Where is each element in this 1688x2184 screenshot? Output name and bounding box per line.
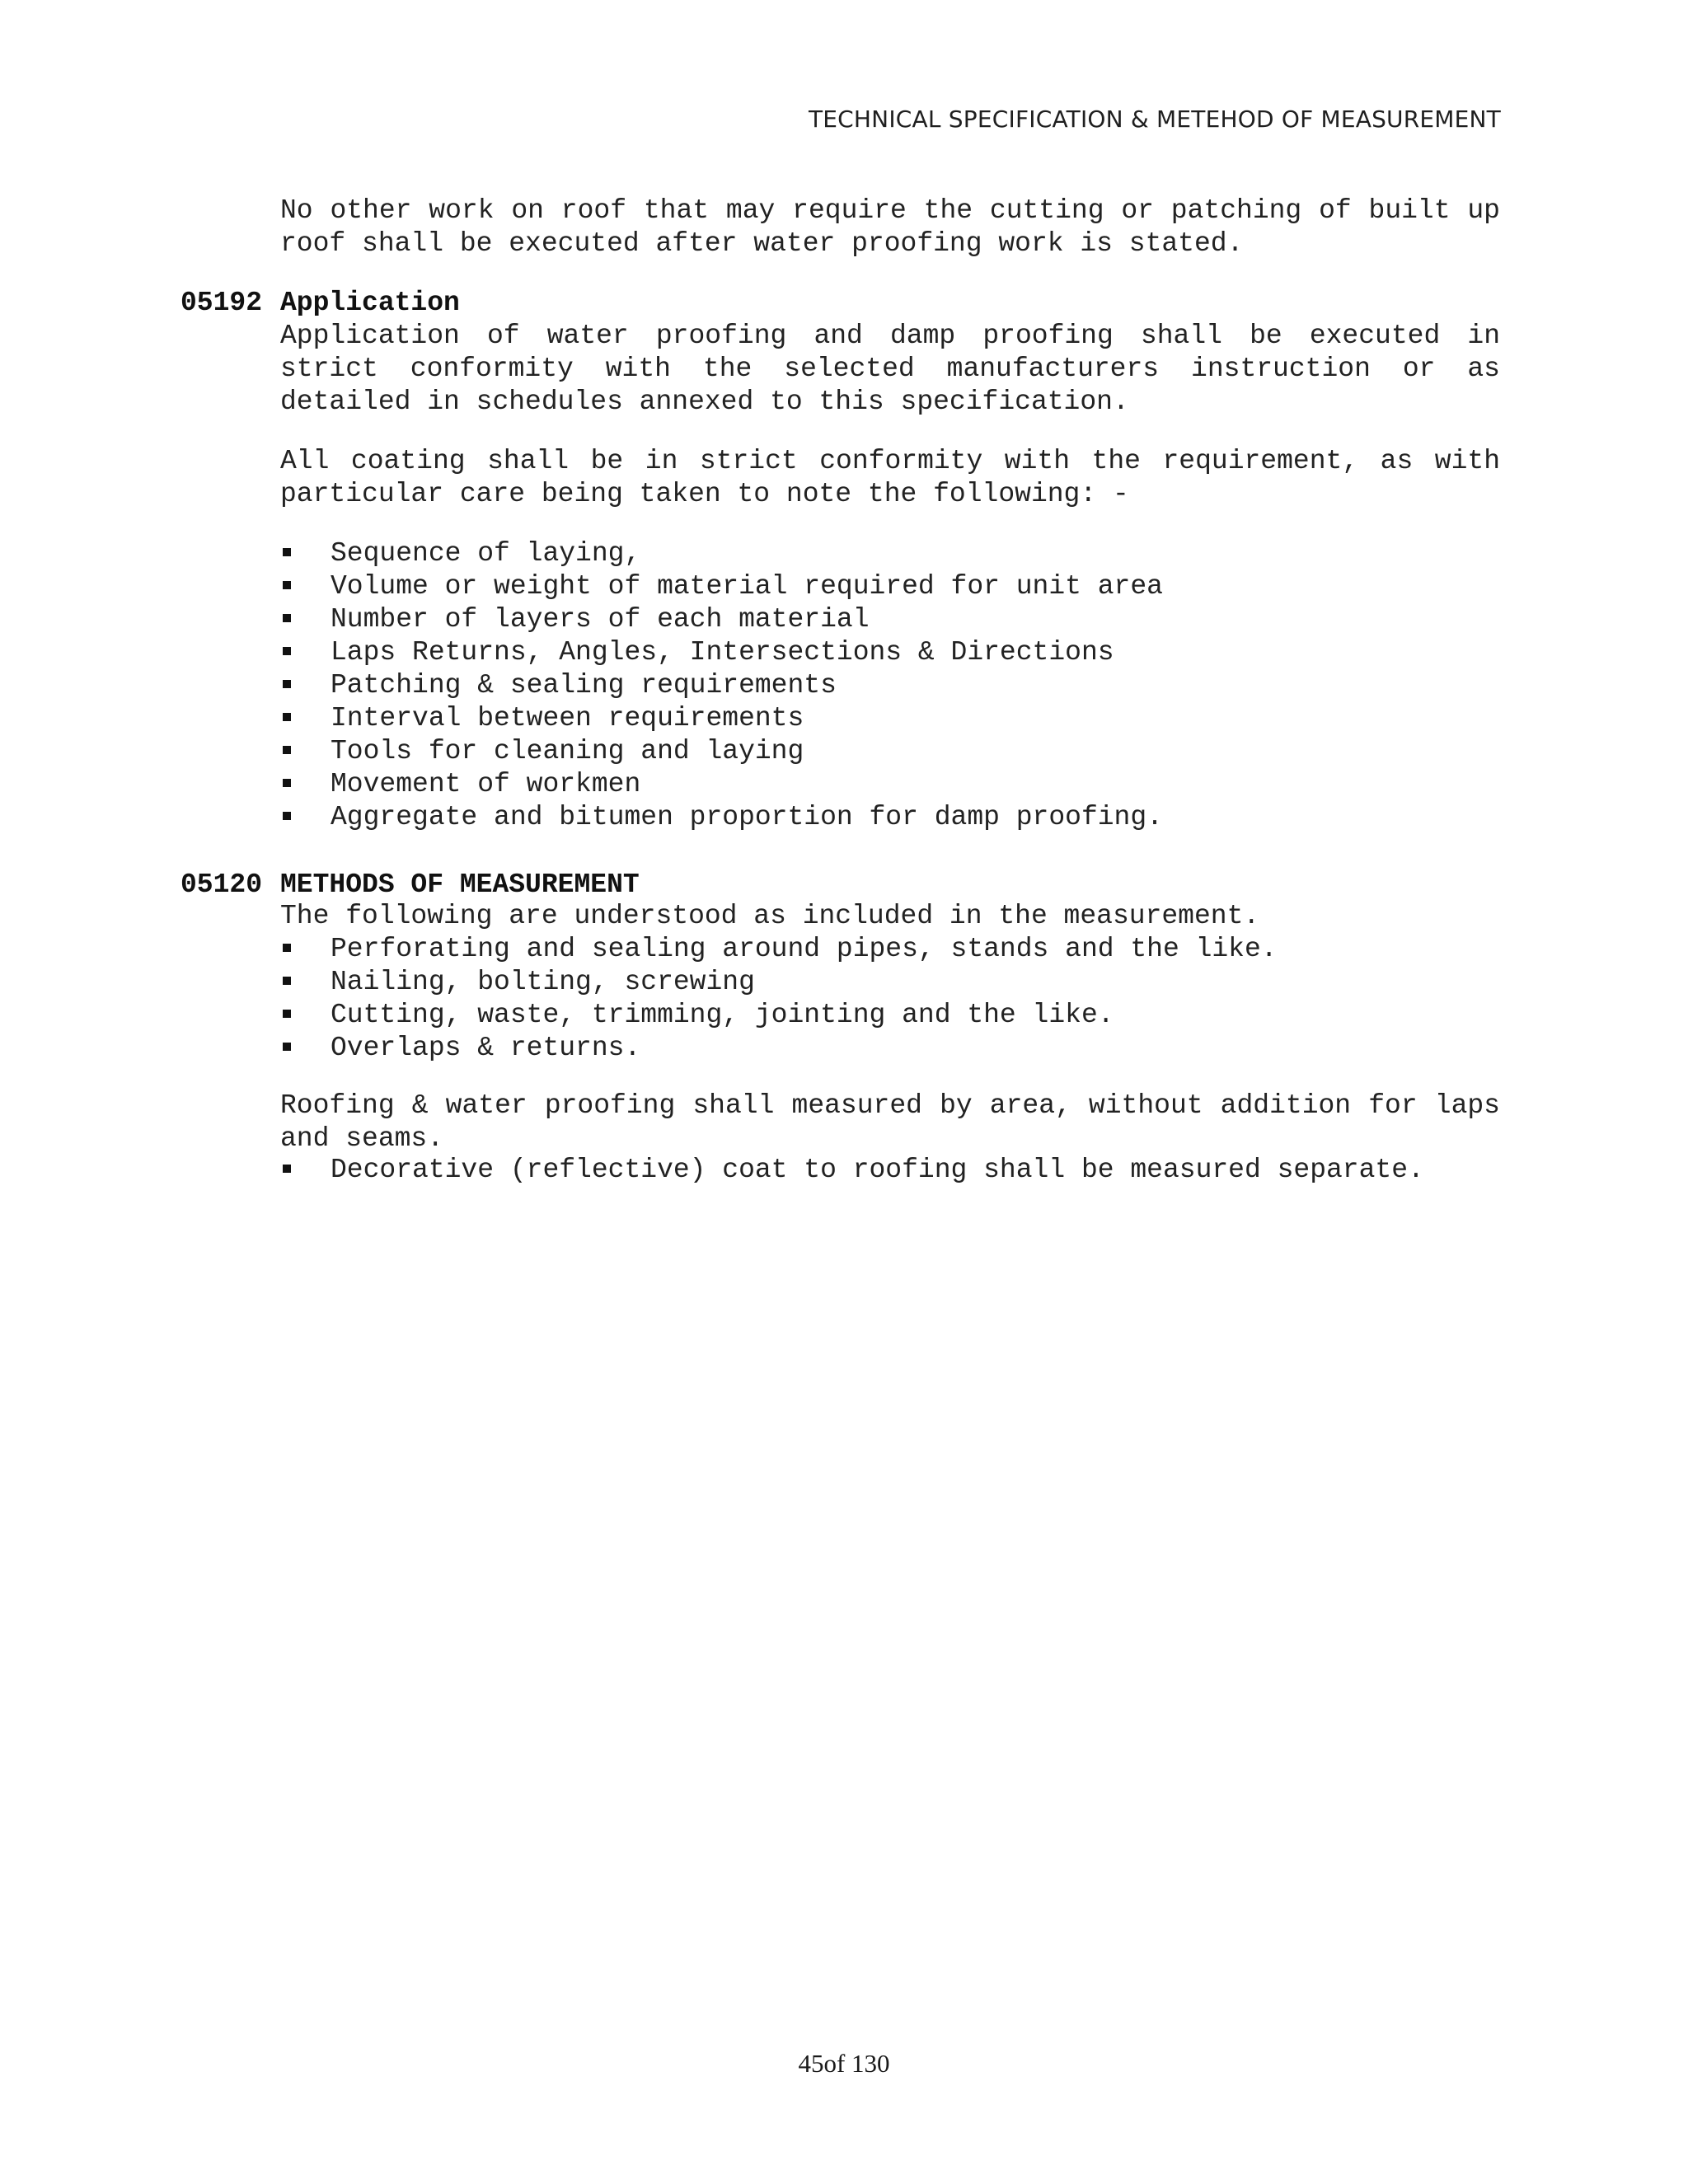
square-bullet-icon [283, 812, 291, 820]
square-bullet-icon [283, 977, 291, 985]
section-title: Application [280, 288, 460, 318]
square-bullet-icon [283, 779, 291, 787]
section-number: 05120 [181, 869, 263, 900]
square-bullet-icon [283, 944, 291, 952]
measurement-roofing-paragraph: Roofing & water proofing shall measured by area, without addition for laps and seams. [280, 1090, 1500, 1154]
page-current: 45 [798, 2049, 824, 2078]
list-item: Tools for cleaning and laying [280, 735, 1163, 768]
square-bullet-icon [283, 581, 291, 589]
list-item: Patching & sealing requirements [280, 669, 1163, 702]
list-item: Sequence of laying, [280, 537, 1163, 570]
list-item: Interval between requirements [280, 702, 1163, 735]
application-bullet-list [280, 537, 1163, 834]
document-header-title: TECHNICAL SPECIFICATION & METEHOD OF MEASUREMENT [808, 105, 1501, 133]
page-of-label: of [823, 2049, 846, 2078]
square-bullet-icon [283, 1165, 291, 1173]
page-total: 130 [851, 2049, 890, 2078]
square-bullet-icon [283, 548, 291, 556]
list-item: Nailing, bolting, screwing [280, 966, 1278, 999]
square-bullet-icon [283, 614, 291, 622]
list-item: Movement of workmen [280, 768, 1163, 801]
page-number-footer [0, 2049, 1688, 2079]
application-paragraph-2: All coating shall be in strict conformity with the requirement, as with particular care being taken to note the following: - [280, 446, 1500, 509]
list-item: Decorative (reflective) coat to roofing shall be measured separate. [280, 1154, 1424, 1187]
application-paragraph-1: Application of water proofing and damp proofing shall be executed in strict conformity with the selected manufacturers instruction or as detailed in schedules annexed to this specification. [280, 321, 1500, 417]
list-item: Aggregate and bitumen proportion for damp proofing. [280, 801, 1163, 834]
list-item: Laps Returns, Angles, Intersections & Directions [280, 636, 1163, 669]
square-bullet-icon [283, 680, 291, 688]
list-item: Volume or weight of material required for unit area [280, 570, 1163, 603]
square-bullet-icon [283, 746, 291, 754]
square-bullet-icon [283, 1043, 291, 1051]
section-title: METHODS OF MEASUREMENT [280, 869, 640, 900]
square-bullet-icon [283, 647, 291, 655]
measurement-decorative-list [280, 1154, 1424, 1187]
list-item: Overlaps & returns. [280, 1032, 1278, 1065]
list-item: Perforating and sealing around pipes, stands and the like. [280, 933, 1278, 966]
section-number: 05192 [181, 288, 263, 318]
measurement-intro-paragraph: The following are understood as included in the measurement. [280, 901, 1260, 931]
intro-paragraph: No other work on roof that may require the cutting or patching of built up roof shall be executed after water proofing work is stated. [280, 195, 1500, 259]
section-heading-methods-of-measurement [181, 869, 640, 902]
measurement-bullet-list [280, 933, 1278, 1065]
list-item: Number of layers of each material [280, 603, 1163, 636]
list-item: Cutting, waste, trimming, jointing and the like. [280, 999, 1278, 1032]
square-bullet-icon [283, 713, 291, 721]
section-heading-application [181, 287, 460, 320]
square-bullet-icon [283, 1010, 291, 1018]
